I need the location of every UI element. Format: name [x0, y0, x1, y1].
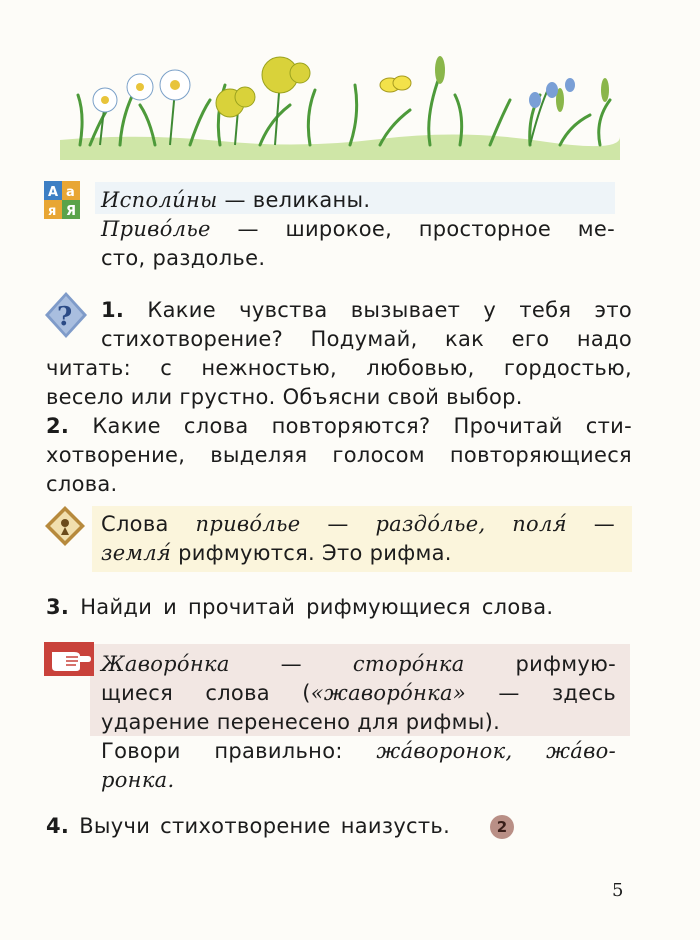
badge-number: 2 [496, 818, 508, 836]
dash: — [593, 512, 616, 536]
q4-text: Выучи стихотворение наизусть. [79, 814, 451, 838]
q2-text-1: Какие слова повторяются? Прочитай сти- [92, 414, 632, 438]
word-zemlya: земля́ [101, 541, 172, 565]
word-polya: поля́ [512, 512, 567, 536]
word-privolye: приво́лье [195, 512, 301, 536]
q2-line-1 [46, 412, 632, 441]
vocab-line-3: сто, раздолье. [101, 246, 266, 270]
q1-line-2: стихотворение? Подумай, как его надо [101, 327, 632, 351]
speech-line-4 [101, 737, 616, 766]
word-zhavoronka: Жаворо́нка [101, 652, 230, 676]
word-zhavo: жа́во- [546, 739, 616, 763]
vocab-line-1 [101, 186, 370, 215]
speech-text-1: рифмую- [515, 652, 617, 676]
rule-word-slova: Слова [101, 512, 169, 536]
term-ispoliny: Исполи́ны [101, 188, 218, 212]
speech-text-4a: Говори правильно: [101, 739, 343, 763]
rule-line-2 [101, 539, 452, 568]
svg-text:я: я [48, 204, 57, 219]
svg-text:Я: Я [66, 204, 77, 219]
q2-number: 2. [46, 414, 70, 438]
page-number: 5 [612, 880, 624, 901]
rule-line-1 [101, 510, 615, 539]
q2-line-2: хотворение, выделяя голосом повторяющиеся [46, 443, 632, 467]
q1-line-4: весело или грустно. Объясни свой выбор. [46, 385, 523, 409]
q3-line [46, 593, 553, 622]
dash: — [224, 188, 246, 212]
speech-text-2a: щиеся слова ( [101, 681, 311, 705]
rule-rest: рифмуются. Это рифма. [178, 541, 452, 565]
q1-number: 1. [101, 298, 125, 322]
speech-line-2 [101, 679, 616, 708]
question-icon [43, 290, 89, 340]
q3-text: Найди и прочитай рифмующиеся слова. [80, 595, 554, 619]
dash: — [327, 512, 349, 536]
word-razdolye: раздо́лье, [375, 512, 486, 536]
word-zhavoronok: жа́воронок, [376, 739, 513, 763]
q4-line [46, 812, 450, 841]
speech-line-3: ударение перенесено для рифмы). [101, 710, 501, 734]
svg-text:а: а [66, 185, 75, 200]
definition-1: великаны. [252, 188, 371, 212]
q1-text-1: Какие чувства вызывает у тебя это [147, 298, 632, 322]
definition-2: широкое, просторное ме- [285, 217, 615, 241]
speech-text-2c: — здесь [498, 681, 616, 705]
q2-line-3: слова. [46, 472, 118, 496]
q1-line-3: читать: с нежностью, любовью, гордостью, [46, 356, 632, 380]
word-zhavoronka-quoted: «жаворо́нка» [310, 681, 466, 705]
pointing-hand-icon [44, 642, 94, 676]
q3-number: 3. [46, 595, 70, 619]
speech-line-5: ронка. [101, 768, 175, 792]
word-storonka: сторо́нка [352, 652, 465, 676]
vocab-line-2 [101, 215, 615, 244]
q1-line-1 [101, 296, 632, 325]
lesson-badge [490, 815, 514, 839]
alphabet-icon [44, 181, 80, 219]
rule-icon [44, 505, 86, 547]
term-privolye: Приво́лье [101, 217, 211, 241]
speech-line-1 [101, 650, 616, 679]
svg-text:?: ? [57, 302, 73, 332]
q4-number: 4. [46, 814, 70, 838]
meadow-flowers-illustration [60, 45, 620, 160]
dash: — [237, 217, 259, 241]
svg-text:А: А [48, 185, 59, 200]
dash: — [280, 652, 302, 676]
